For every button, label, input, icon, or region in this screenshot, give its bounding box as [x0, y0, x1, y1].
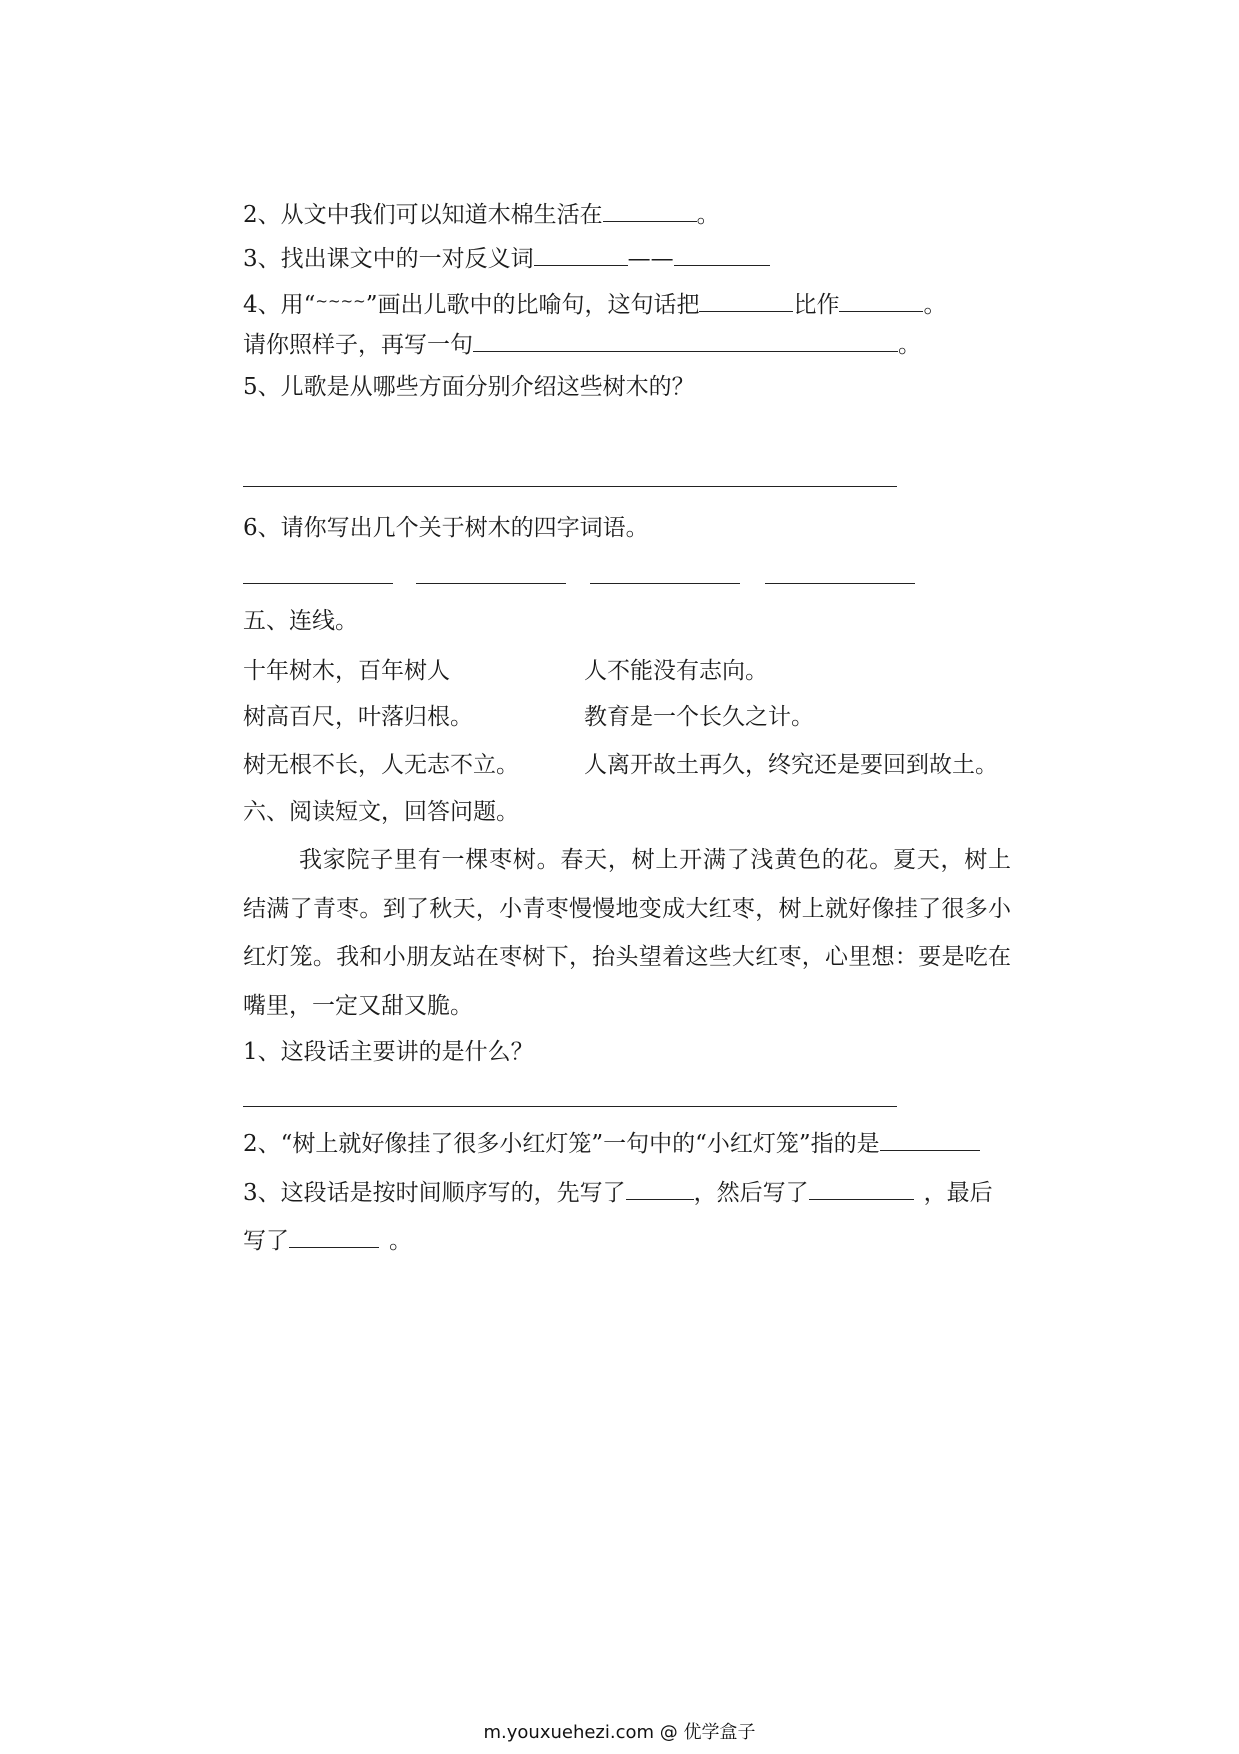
reading-question-3-cont	[243, 1225, 412, 1256]
answer-blank[interactable]	[473, 329, 898, 352]
question-6-text: 6、请你写出几个关于树木的四字词语。	[243, 515, 649, 541]
answer-line[interactable]	[243, 486, 897, 487]
answer-line[interactable]	[243, 583, 393, 584]
reading-question-1: 1、这段话主要讲的是什么？	[243, 1039, 534, 1065]
question-2	[243, 199, 720, 230]
section-5-title: 五、连线。	[243, 608, 358, 634]
match-right-2[interactable]: 教育是一个长久之计。	[584, 704, 814, 730]
squiggle-mark: ~~~~	[315, 292, 366, 310]
question-4-text-a: 4、用“	[243, 292, 316, 318]
reading-question-3-end: 。	[389, 1228, 412, 1254]
match-left-3[interactable]: 树无根不长，人无志不立。	[243, 752, 519, 778]
answer-blank[interactable]	[289, 1225, 379, 1248]
match-left-1[interactable]: 十年树木，百年树人	[243, 658, 450, 684]
answer-line[interactable]	[243, 1106, 897, 1107]
match-left-2[interactable]: 树高百尺，叶落归根。	[243, 704, 473, 730]
question-3-text: 3、找出课文中的一对反义词	[243, 246, 534, 272]
reading-question-2	[243, 1128, 980, 1159]
reading-question-3-text-b: ，然后写了	[693, 1180, 809, 1206]
reading-question-2-text: 2、“树上就好像挂了很多小红灯笼”一句中的“小红灯笼”指的是	[243, 1131, 880, 1157]
answer-blank[interactable]	[699, 289, 793, 312]
answer-blank[interactable]	[880, 1128, 980, 1151]
answer-blank[interactable]	[603, 199, 697, 222]
question-4b-text: 请你照样子，再写一句	[243, 332, 473, 358]
answer-blank[interactable]	[674, 243, 770, 266]
reading-question-3-text-c: ，最后	[923, 1180, 993, 1206]
question-4b-end: 。	[898, 332, 921, 358]
answer-line[interactable]	[416, 583, 566, 584]
question-4-text-c: 比作	[793, 292, 840, 318]
reading-passage: 我家院子里有一棵枣树。春天，树上开满了浅黄色的花。夏天，树上结满了青枣。到了秋天，小青枣慢慢地变成大红枣，树上就好像挂了很多小红灯笼。我和小朋友站在枣树下，抬头望着这些大红枣，心里想：要是吃在嘴里，一定又甜又脆。	[243, 847, 1011, 1019]
answer-blank[interactable]	[839, 289, 923, 312]
answer-blank[interactable]	[809, 1177, 914, 1200]
reading-question-3	[243, 1177, 993, 1208]
question-2-end: 。	[696, 202, 720, 228]
answer-line[interactable]	[765, 583, 915, 584]
question-6	[243, 513, 649, 543]
question-5	[243, 372, 695, 402]
reading-question-3-text-d: 写了	[243, 1228, 289, 1254]
question-4-example	[243, 329, 921, 360]
section-6-title: 六、阅读短文，回答问题。	[243, 799, 519, 825]
reading-question-3-text-a: 3、这段话是按时间顺序写的，先写了	[243, 1180, 626, 1206]
question-4-end: 。	[923, 292, 947, 318]
match-right-3[interactable]: 人离开故土再久，终究还是要回到故土。	[584, 752, 998, 778]
question-2-text: 2、从文中我们可以知道木棉生活在	[243, 202, 603, 228]
question-3	[243, 243, 770, 274]
question-4	[243, 286, 946, 320]
footer-watermark: m.youxuehezi.com @ 优学盒子	[483, 1722, 756, 1743]
answer-line[interactable]	[590, 583, 740, 584]
question-5-text: 5、儿歌是从哪些方面分别介绍这些树木的？	[243, 374, 695, 400]
question-3-dash: ——	[627, 246, 674, 272]
question-4-text-b: ”画出儿歌中的比喻句，这句话把	[365, 292, 700, 318]
match-right-1[interactable]: 人不能没有志向。	[584, 658, 768, 684]
answer-blank[interactable]	[626, 1177, 694, 1200]
answer-blank[interactable]	[534, 243, 628, 266]
